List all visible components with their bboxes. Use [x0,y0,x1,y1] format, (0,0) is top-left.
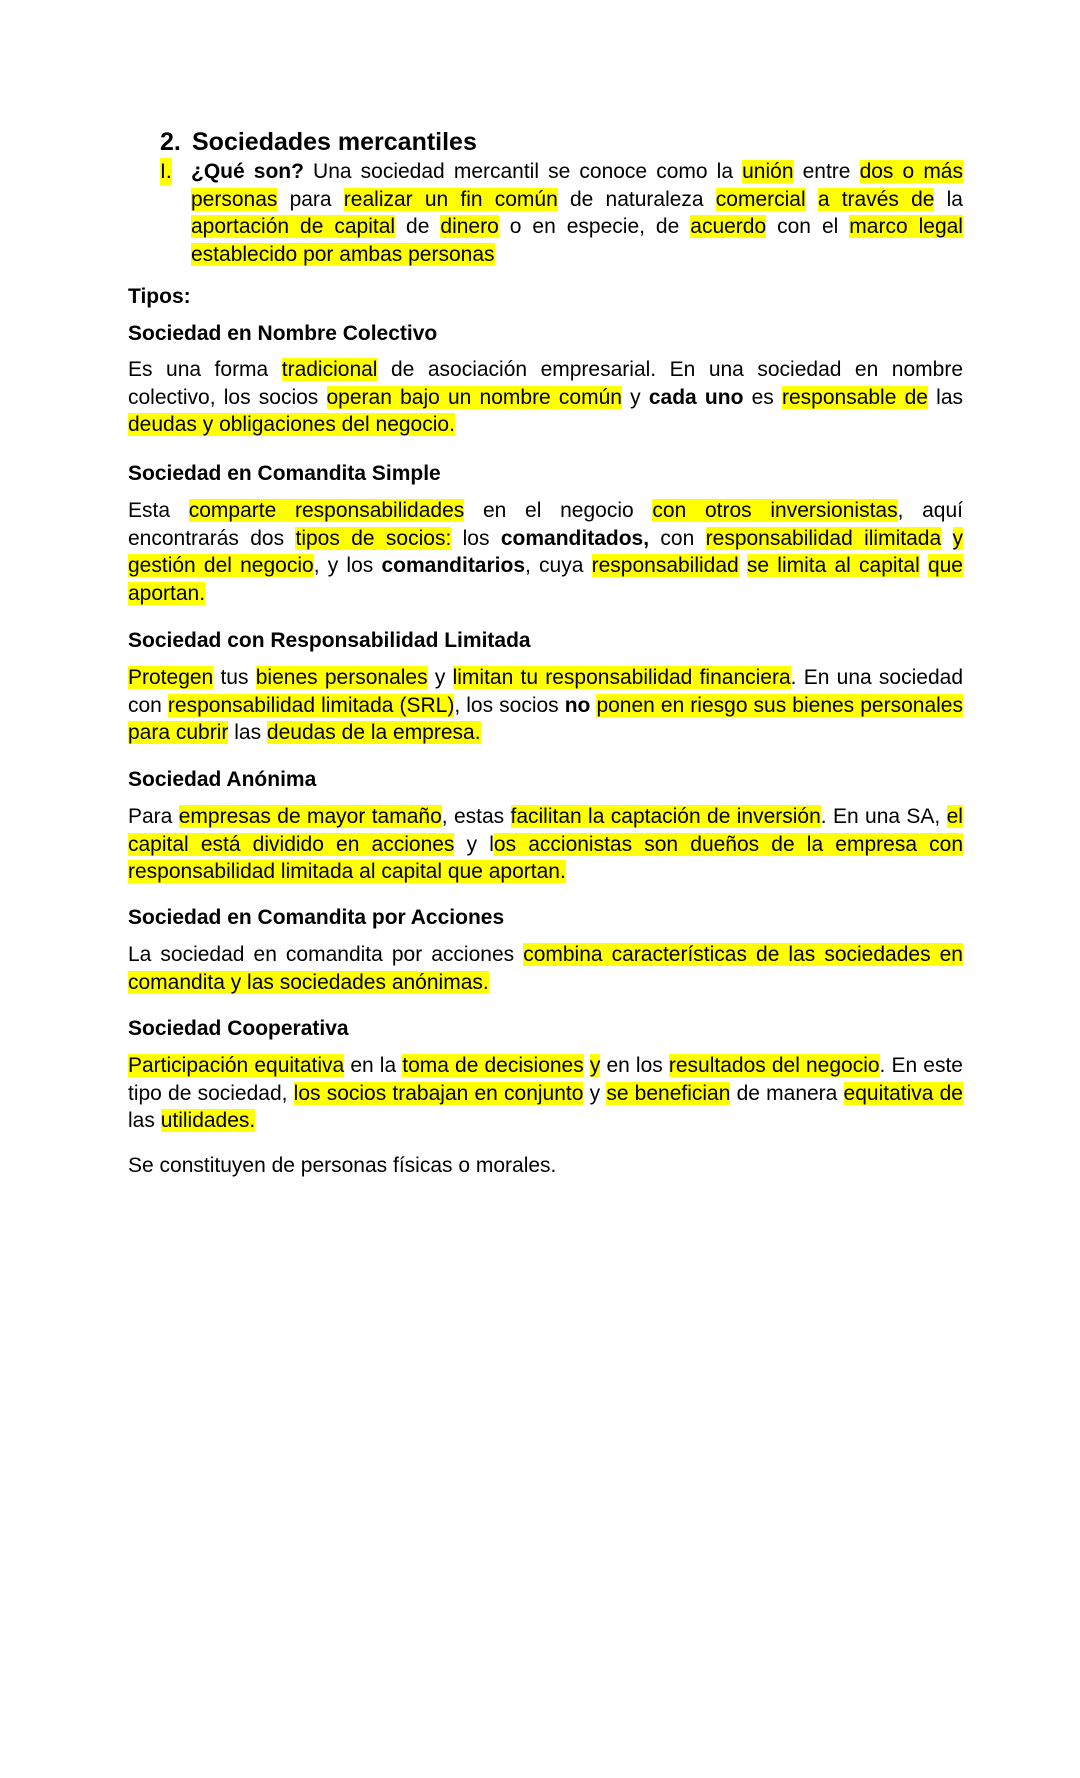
highlighted-text: empresas de mayor tamaño [178,805,442,828]
highlighted-text: deudas de la empresa. [266,721,481,744]
text-run: en la [344,1054,403,1077]
highlighted-text: Participación equitativa [128,1054,345,1077]
text-run: las [927,385,963,409]
highlighted-text: que aportan. [128,554,963,605]
highlighted-text: limitan tu responsabilidad financiera [452,666,791,689]
text-run: en el negocio [464,499,653,522]
highlighted-text: los socios trabajan en conjunto [293,1081,584,1105]
text-run: o en especie, de [498,215,691,238]
bold-text: comanditados, [500,526,650,550]
highlighted-text: unión [742,160,794,183]
subsection-paragraph [128,497,963,607]
text-run: de [395,215,441,238]
text-run: entre [793,160,860,183]
highlighted-text: responsable de [781,385,928,409]
text-run: de naturaleza [557,187,716,211]
highlighted-text: responsabilidad ilimitada [705,526,942,550]
highlighted-text: dos o más personas [191,160,963,211]
highlighted-text: y gestión del negocio [128,526,964,577]
highlighted-text: se limita al capital [746,554,920,577]
highlighted-text: combina características de las sociedades en comandita y las sociedades anónimas. [128,943,963,994]
tipos-label: Tipos: [128,285,191,308]
text-run: y [621,385,649,409]
bold-text: ¿Qué son? [191,160,304,183]
text-run: Esta [128,499,189,522]
highlighted-text: operan bajo un nombre común [326,385,622,409]
highlighted-text: responsabilidad [591,554,739,577]
text-run: , aquí encontrarás dos [128,499,963,550]
text-run: de asociación empresarial. En una sociedad en nombre colectivo, los socios [128,358,963,409]
highlighted-text: el capital está dividido en acciones [128,805,963,856]
text-run: y [427,666,453,689]
text-run: , cuya [525,554,592,577]
text-run: con el [766,215,850,238]
text-run: tus [213,666,256,689]
text-run [806,188,818,211]
highlighted-text: acuerdo [690,215,767,238]
bold-text: comanditarios [381,554,526,577]
intro-paragraph [191,158,963,268]
text-run [584,1054,590,1077]
text-run: . En una SA, [820,805,947,828]
highlighted-text: y [589,1054,601,1077]
text-run: La sociedad en comandita por acciones [128,943,524,966]
text-run: , los socios [454,693,565,717]
text-run: las [128,1109,161,1132]
highlighted-text: con otros inversionistas [652,499,898,522]
text-run: . En una sociedad con [128,666,963,717]
text-run: Una sociedad mercantil se conoce como la [303,160,743,183]
highlighted-text: marco legal establecido por ambas personas [191,215,963,266]
text-run: , estas [441,805,511,828]
text-run: es [743,385,782,409]
subsection-title: Sociedad en Nombre Colectivo [128,322,438,345]
text-run: los [451,526,501,550]
highlighted-text: comercial [715,187,806,211]
closing-paragraph: Se constituyen de personas físicas o morales. [128,1154,557,1177]
highlighted-text: Protegen [128,666,214,689]
subsection-paragraph [128,803,963,886]
highlighted-text: responsabilidad limitada (SRL) [167,693,455,717]
section-heading [160,127,960,157]
highlighted-text: ponen en riesgo sus bienes personales para cubrir [128,693,963,744]
highlighted-text: tradicional [281,358,378,381]
highlighted-text: resultados del negocio [668,1054,880,1077]
subsection-title: Sociedad en Comandita por Acciones [128,906,505,929]
text-run: la [934,187,963,211]
intro-list-item [160,158,963,268]
highlighted-text: a través de [817,187,935,211]
subsection-paragraph [128,664,963,747]
highlighted-text: os accionistas son dueños de la empresa con responsabilidad limitada al capital que aportan. [128,832,963,883]
subsection-title: Sociedad Anónima [128,768,317,791]
section-title: Sociedades mercantiles [192,128,477,156]
highlighted-text: aportación de capital [191,215,396,238]
highlighted-text: toma de decisiones [402,1054,584,1077]
highlighted-text: bienes personales [255,666,428,689]
subsection-title: Sociedad en Comandita Simple [128,462,441,485]
section-number: 2. [160,128,181,156]
text-run: y l [454,832,494,856]
subsection-title: Sociedad con Responsabilidad Limitada [128,629,531,652]
bold-text: no [564,693,591,717]
text-run: con [649,526,706,550]
subsection-title: Sociedad Cooperativa [128,1017,349,1040]
highlighted-text: realizar un fin común [343,187,558,211]
text-run: en los [600,1054,669,1077]
text-run [941,527,952,550]
text-run [920,554,928,577]
highlighted-text: equitativa de [843,1081,963,1105]
text-run [739,554,747,577]
highlighted-text: utilidades. [160,1109,256,1132]
text-run: de manera [730,1081,844,1105]
highlighted-text: dinero [440,215,499,238]
list-marker: I. [160,158,172,186]
text-run: , y los [313,554,382,577]
subsection-paragraph [128,1052,963,1135]
highlighted-text: deudas y obligaciones del negocio. [128,413,455,436]
highlighted-text: tipos de socios: [295,526,452,550]
text-run: . En este tipo de sociedad, [128,1054,963,1105]
subsection-paragraph [128,356,963,439]
highlighted-text: facilitan la captación de inversión [510,805,821,828]
bold-text: cada uno [648,385,744,409]
highlighted-text: se benefician [606,1081,731,1105]
text-run: para [277,187,344,211]
subsection-paragraph [128,941,963,996]
text-run: Para [128,805,179,828]
text-run: Es una forma [128,358,282,381]
text-run: y [583,1081,607,1105]
highlighted-text: comparte responsabilidades [188,499,465,522]
text-run: las [228,721,267,744]
